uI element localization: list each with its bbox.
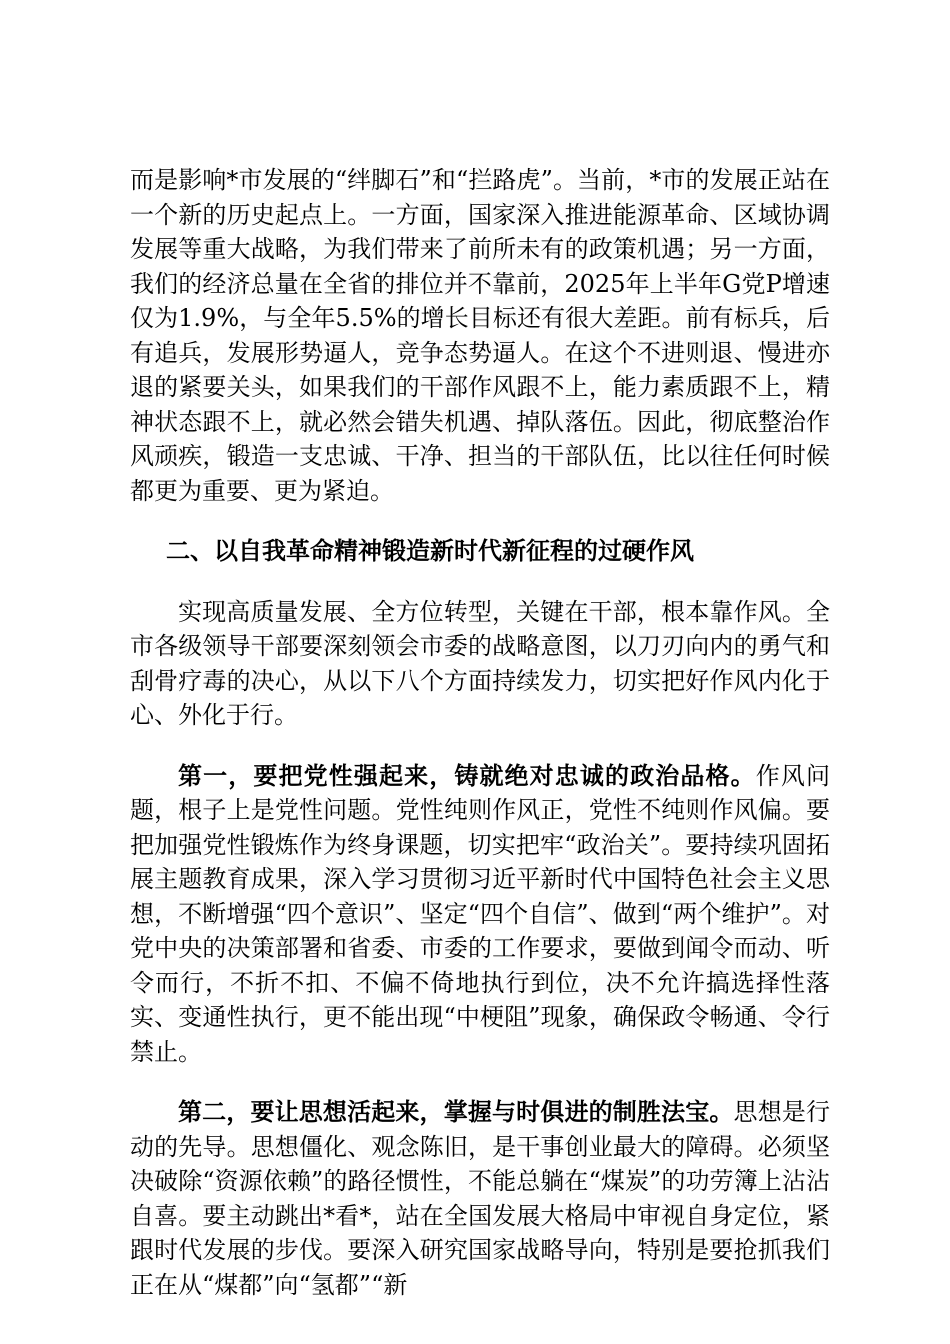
- point-one-body: 作风问题，根子上是党性问题。党性纯则作风正，党性不纯则作风偏。要把加强党性锻炼作为终身课题，切实把牢“政治关”。要持续巩固拓展主题教育成果，深入学习贯彻习近平新时代中国特色社会主义思想，不断增强“四个意识”、坚定“四个自信”、做到“两个维护”。对党中央的决策部署和省委、市委的工作要求，要做到闻令而动、听令而行，不折不扣、不偏不倚地执行到位，决不允许搞选择性落实、变通性执行，更不能出现“中梗阻”现象，确保政令畅通、令行禁止。: [130, 761, 831, 1066]
- section-heading: 二、以自我革命精神锻造新时代新征程的过硬作风: [166, 537, 694, 565]
- paragraph-point-two: [130, 1095, 830, 1302]
- point-two-body: 思想是行动的先导。思想僵化、观念陈旧，是干事创业最大的障碍。必须坚决破除“资源依赖”的路径惯性，不能总躺在“煤炭”的功劳簿上沾沾自喜。要主动跳出*看*，站在全国发展大格局中审视自身定位，紧跟时代发展的步伐。要深入研究国家战略导向，特别是要抢抓我们正在从“煤都”向“氢都”“新: [130, 1098, 831, 1299]
- paragraph-intro: 实现高质量发展、全方位转型，关键在干部，根本靠作风。全市各级领导干部要深刻领会市委的战略意图，以刀刃向内的勇气和刮骨疗毒的决心，从以下八个方面持续发力，切实把好作风内化于心、外化于行。: [130, 597, 830, 729]
- paragraph-point-one: [130, 759, 830, 1070]
- document-page: [130, 163, 830, 1328]
- point-two-lead: 第二，要让思想活起来，掌握与时俱进的制胜法宝。: [178, 1097, 734, 1126]
- paragraph-continuation: 而是影响*市发展的“绊脚石”和“拦路虎”。当前，*市的发展正站在一个新的历史起点上。一方面，国家深入推进能源革命、区域协调发展等重大战略，为我们带来了前所未有的政策机遇；另一方面，我们的经济总量在全省的排位并不靠前，2025年上半年G党P增速仅为1.9%，与全年5.5%的增长目标还有很大差距。前有标兵，后有追兵，发展形势逼人，竞争态势逼人。在这个不进则退、慢进亦退的紧要关头，如果我们的干部作风跟不上，能力素质跟不上，精神状态跟不上，就必然会错失机遇、掉队落伍。因此，彻底整治作风顽疾，锻造一支忠诚、干净、担当的干部队伍，比以往任何时候都更为重要、更为紧迫。: [130, 166, 830, 505]
- point-one-lead: 第一，要把党性强起来，铸就绝对忠诚的政治品格。: [178, 760, 756, 790]
